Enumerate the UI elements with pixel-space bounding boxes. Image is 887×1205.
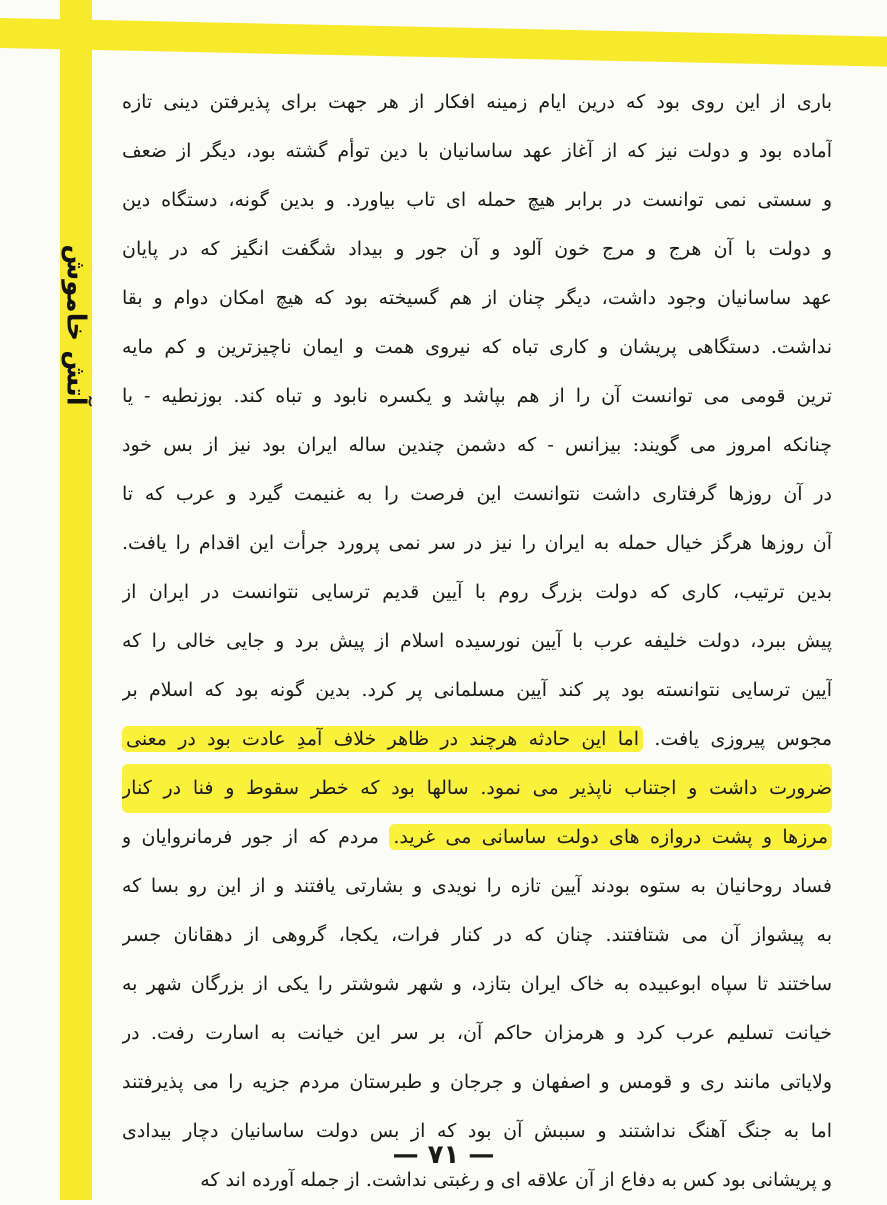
text-line: آیین ترسایی نتوانسته بود پر کند آیین مسلمانی پر کرد. بدین گونه بود که اسلام بر (122, 679, 832, 701)
text-plain: مردم که از جور فرمانروایان و (122, 826, 379, 848)
highlighted-line (122, 764, 832, 813)
book-title-vertical (56, 240, 96, 410)
text-line: ساختند تا سپاه ابوعبیده به خاک ایران بتازد، و شهر شوشتر را یکی از بزرگان شهر به (122, 973, 832, 995)
highlighted-text: ضرورت داشت و اجتناب ناپذیر می نمود. سالها بود که خطر سقوط و فنا در کنار (122, 777, 832, 799)
text-line: آماده بود و دولت نیز که از آغاز عهد ساسانیان با دین توأم گشته بود، دیگر از ضعف (122, 140, 832, 162)
text-line: اما به جنگ آهنگ نداشتند و سببش آن بود که از بس دولت ساسانیان دچار بیدادی (122, 1120, 832, 1142)
text-line: ولایاتی مانند ری و قومس و اصفهان و جرجان و طبرستان مردم جزیه را می پذیرفتند (122, 1071, 832, 1093)
text-line-mixed (122, 715, 832, 764)
top-yellow-band (0, 18, 887, 67)
side-yellow-band (60, 0, 92, 1200)
text-line: پیش ببرد، دولت خلیفه عرب با آیین نورسیده اسلام از پیش برد و جایی خالی را که (122, 630, 832, 652)
text-plain: مجوس پیروزی یافت. (654, 728, 832, 750)
text-line: خیانت تسلیم عرب کرد و هرمزان حاکم آن، بر سر این خیانت به اسارت رفت. در (122, 1022, 832, 1044)
text-line: نداشت. دستگاهی پریشان و کاری تباه که نیروی همت و ایمان ناچیزترین و کم مایه (122, 336, 832, 358)
text-line: ترین قومی می توانست آن را از هم بپاشد و یکسره نابود و تباه کند. بوزنطیه - یا (122, 385, 832, 407)
text-line: چنانکه امروز می گویند: بیزانس - که دشمن چندین ساله ایران بود نیز از بس خود (122, 434, 832, 456)
text-line: در آن روزها گرفتاری داشت نتوانست این فرصت را به غنیمت گیرد و عرب که تا (122, 483, 832, 505)
text-line: و سستی نمی توانست در برابر هیچ حمله ای تاب بیاورد. و بدین گونه، دستگاه دین (122, 189, 832, 211)
text-line: باری از این روی بود که درین ایام زمینه افکار از هر جهت برای پذیرفتن دینی تازه (122, 91, 832, 113)
text-line-mixed (122, 813, 832, 862)
text-line: و دولت با آن هرج و مرج خون آلود و آن جور و بیداد شگفت انگیز که در پایان (122, 238, 832, 260)
text-line: و پریشانی بود کس به دفاع از آن علاقه ای و رغبتی نداشت. از جمله آورده اند که (200, 1169, 832, 1191)
book-title-text: آتش خاموش (61, 244, 92, 406)
text-line: به پیشواز آن می شتافتند. چنان که در کنار فرات، یکجا، گروهی از دهقانان جسر (122, 924, 832, 946)
page-number: — ۷۱ — (392, 1140, 495, 1170)
text-line: عهد ساسانیان وجود داشت، دیگر چنان از هم گسیخته بود که هیچ امکان دوام و بقا (122, 287, 832, 309)
text-line: آن روزها هرگز خیال حمله به ایران را نیز در سر نمی پرورد جرأت این اقدام را یافت. (122, 532, 832, 554)
text-line: بدین ترتیب، کاری که دولت بزرگ روم با آیین قدیم ترسایی نتوانست در ایران از (122, 581, 832, 603)
highlighted-text: مرزها و پشت دروازه های دولت ساسانی می غرید. (389, 824, 832, 850)
text-line: فساد روحانیان به ستوه بودند آیین تازه را نویدی و بشارتی یافتند و از این رو بسا که (122, 875, 832, 897)
highlighted-text: اما این حادثه هرچند در ظاهر خلاف آمدِ عادت بود در معنی (122, 726, 643, 752)
